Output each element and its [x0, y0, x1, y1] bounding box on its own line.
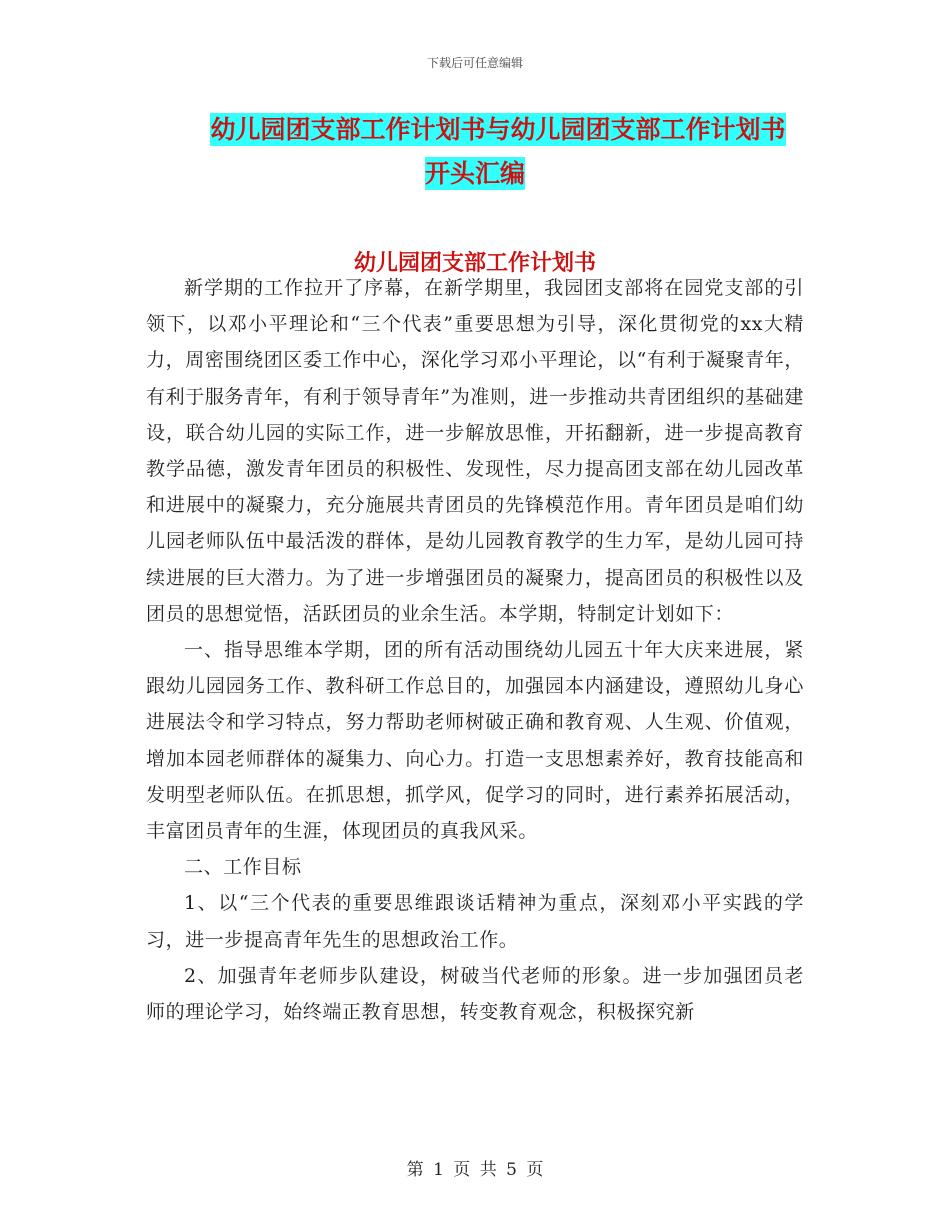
- title-highlight-2: 开头汇编: [424, 159, 525, 188]
- paragraph-goal-1: 1、以“三个代表的重要思维跟谈话精神为重点，深刻邓小平实践的学习，进一步提高青年先生的思想政治工作。: [146, 892, 804, 951]
- paragraph-guiding-thought: 一、指导思维本学期，团的所有活动围绕幼儿园五十年大庆来进展，紧跟幼儿园园务工作、教科研工作总目的，加强园本内涵建设，遵照幼儿身心进展法令和学习特点，努力帮助老师树破正确和教育观、人生观、价值观，增加本园老师群体的凝集力、向心力。打造一支思想素养好，教育技能高和发明型老师队伍。在抓思想，抓学风，促学习的同时，进行素养拓展活动，丰富团员青年的生涯，体现团员的真我风采。: [146, 639, 804, 843]
- document-title-line-1: [0, 108, 950, 152]
- page-header-note: 下载后可任意编辑: [426, 56, 523, 70]
- document-body: [146, 270, 804, 1030]
- document-title: [0, 108, 950, 196]
- paragraph-goal-2: 2、加强青年老师步队建设，树破当代老师的形象。进一步加强团员老师的理论学习，始终端正教育思想，转变教育观念，积极探究新: [146, 964, 804, 1024]
- page-footer: 第 1 页 共 5 页: [406, 1160, 544, 1180]
- document-title-line-2: [425, 157, 525, 190]
- paragraph-intro: 新学期的工作拉开了序幕，在新学期里，我园团支部将在园党支部的引领下，以邓小平理论和“三个代表”重要思想为引导，深化贯彻党的xx大精力，周密围绕团区委工作中心，深化学习邓小平理论，以“有利于凝聚青年，有利于服务青年，有利于领导青年”为准则，进一步推动共青团组织的基础建设，联合幼儿园的实际工作，进一步解放思惟，开拓翻新，进一步提高教育教学品德，激发青年团员的积极性、发现性，尽力提高团支部在幼儿园改革和进展中的凝聚力，充分施展共青团员的先锋模范作用。青年团员是咱们幼儿园老师队伍中最活泼的群体，是幼儿园教育教学的生力军，是幼儿园可持续进展的巨大潜力。为了进一步增强团员的凝聚力，提高团员的积极性以及团员的思想觉悟，活跃团员的业余生活。本学期，特制定计划如下：: [146, 277, 804, 625]
- paragraph-goals-heading: 二、工作目标: [184, 856, 302, 879]
- section-title: 幼儿园团支部工作计划书: [353, 251, 596, 276]
- title-highlight-1: 幼儿园团支部工作计划书与幼儿园团支部工作计划书: [210, 115, 786, 144]
